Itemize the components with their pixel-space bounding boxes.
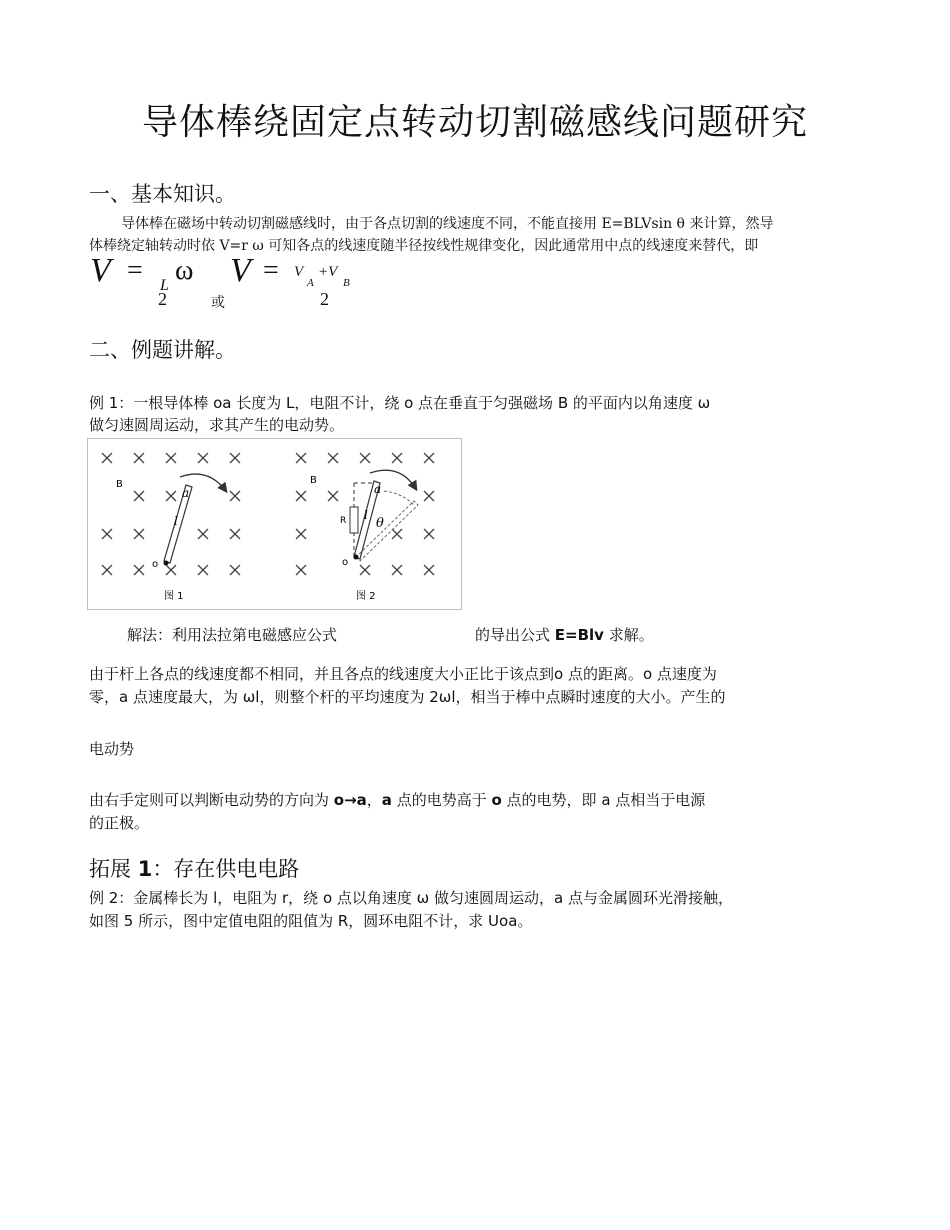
section2-heading: 二、例题讲解。 [89,338,236,362]
solution-formula: E=Blv [554,626,604,644]
formula-plus-vb: +V [318,264,338,280]
formula-two1: 2 [158,289,167,309]
solution-part1: 解法：利用法拉第电磁感应公式 [127,626,338,644]
extension1-heading-bold: 1 [137,857,153,881]
formula-eq2: = [263,255,279,286]
formula-l: L [160,277,169,294]
para3-bold1: o→a [333,791,367,809]
example1-line1: 例 1：一根导体棒 oa 长度为 L，电阻不计，绕 o 点在垂直于匀强磁场 B 的平面内以角速度 ω [89,394,711,412]
label-o-fig2: o [342,557,349,568]
para2-line3: 电动势 [89,740,135,758]
label-r-fig2: R [340,516,347,526]
formula-or: 或 [211,295,225,311]
label-o-fig1: o [152,559,159,570]
para2-line2: 零，a 点速度最大，为 ωl，则整个杆的平均速度为 2ωl，相当于棒中点瞬时速度的大小。产生的 [89,688,726,706]
fig2-caption: 图 2 [356,591,376,602]
label-l-fig1: l [174,514,178,528]
formula-sub-b: B [343,277,350,289]
formula-v1: V [90,252,111,289]
section1-para-line1: 导体棒在磁场中转动切割磁感线时，由于各点切割的线速度不同，不能直接用 E=BLVsin θ 来计算，然导 [121,216,774,232]
para3-bold3: o [491,791,502,809]
extension1-heading [89,853,299,883]
para2-line1: 由于杆上各点的线速度都不相同，并且各点的线速度大小正比于该点到o 点的距离。o 点速度为 [89,665,717,683]
rotating-rod-fig2 [350,470,418,561]
formula-eq1: = [127,255,143,286]
label-a-fig1: a [182,486,190,500]
para3-part3: 点的电势高于 [391,791,492,809]
label-theta-fig2: θ [376,516,384,531]
formula-two2: 2 [320,289,329,309]
fig1-caption: 图 1 [164,591,184,602]
extension1-heading-part2: ：存在供电电路 [152,857,300,881]
para3-part2: ， [366,791,382,809]
example2-line2: 如图 5 所示，图中定值电阻的阻值为 R，圆环电阻不计，求 Uoa。 [89,912,533,930]
formula-v2: V [230,252,251,289]
para3-bold2: a [381,791,392,809]
section1-heading: 一、基本知识。 [89,182,236,206]
formula-omega: ω [175,255,194,286]
para3-line1 [89,789,705,811]
label-l-fig2: l [364,508,368,522]
formula-va: V [294,264,304,280]
para3-part4: 点的电势，即 a 点相当于电源 [501,791,706,809]
example1-line2: 做匀速圆周运动，求其产生的电动势。 [89,416,345,434]
page-title: 导体棒绕固定点转动切割磁感线问题研究 [141,102,808,143]
para3-line2: 的正极。 [89,814,150,832]
label-b-fig1: B [116,479,123,490]
extension1-heading-part1: 拓展 [89,857,138,881]
solution-line [475,624,654,646]
section1-para-line2: 体棒绕定轴转动时依 V=r ω 可知各点的线速度随半径按线性规律变化，因此通常用中点的线速度来替代，即 [89,238,759,254]
para3-part1: 由右手定则可以判断电动势的方向为 [89,791,334,809]
solution-part2: 的导出公式 [475,626,555,644]
solution-part3: 求解。 [603,626,654,644]
label-a-fig2: a [374,482,382,496]
example2-line1: 例 2：金属棒长为 l，电阻为 r，绕 o 点以角速度 ω 做匀速圆周运动，a 点与金属圆环光滑接触， [89,889,733,907]
magnetic-field-figure [87,438,462,610]
figure-svg [88,439,461,609]
label-b-fig2: B [310,475,317,486]
formula-sub-a: A [307,277,314,289]
rotating-rod-fig1 [164,474,227,565]
